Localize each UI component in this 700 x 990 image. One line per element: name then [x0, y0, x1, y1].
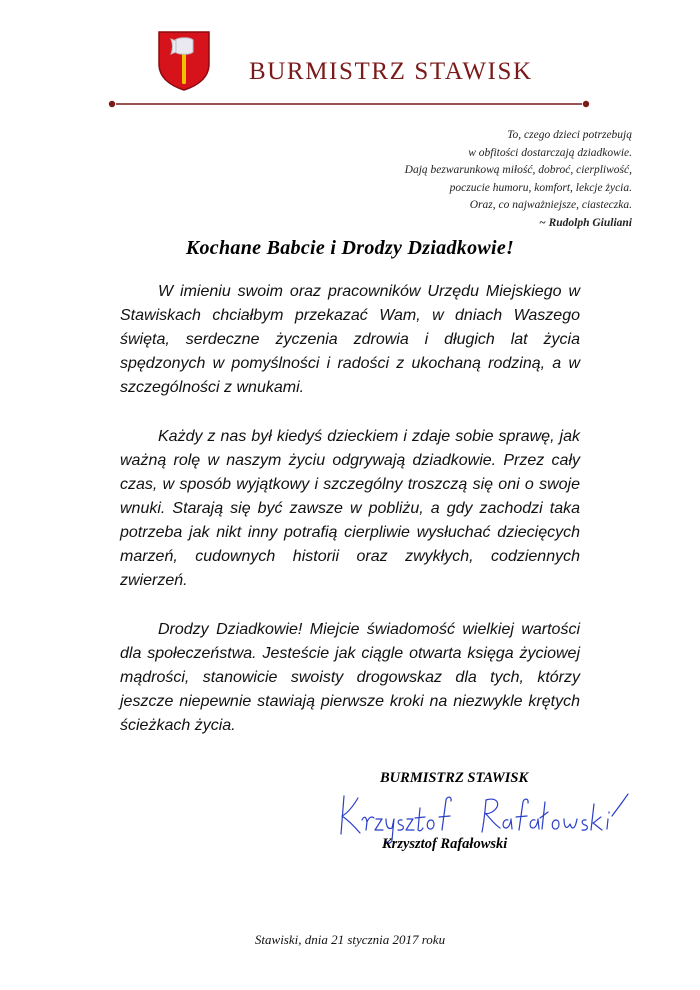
quote-line: To, czego dzieci potrzebują [507, 129, 632, 141]
header-divider [107, 98, 591, 110]
quote-line: Oraz, co najważniejsze, ciasteczka. [469, 199, 632, 211]
body-paragraph: Drodzy Dziadkowie! Miejcie świadomość wielkiej wartości dla społeczeństwa. Jesteście jak ciągle otwarta księga życiowej mądrości, stanowicie swoisty drogowskaz dla tych, którzy jeszcze niepewnie stawiają pierwsze kroki na niezwykle krętych ścieżkach życia. [120, 621, 580, 734]
quote-line: poczucie humoru, komfort, lekcje życia. [449, 181, 632, 194]
quote-author: ~ Rudolph Giuliani [539, 216, 632, 229]
signer-title: BURMISTRZ STAWISK [380, 770, 529, 786]
organization-name: BURMISTRZ STAWISK [249, 58, 533, 85]
body-paragraph: W imieniu swoim oraz pracowników Urzędu Miejskiego w Stawiskach chciałbym przekazać Wam, w dniach Waszego święta, serdeczne życzenia zdrowia i długich lat życia spędzonych w pomyślności i radości z ukochaną rodziną, a w szczególności z wnukami. [120, 283, 580, 396]
place-and-date: Stawiski, dnia 21 stycznia 2017 roku [254, 932, 446, 947]
body-paragraph: Każdy z nas był kiedyś dzieckiem i zdaje sobie sprawę, jak ważną rolę w naszym życiu odgrywają dziadkowie. Przez cały czas, w sposób wyjątkowy i szczególny troszczą się oni o swoje wnuki. Starają się być zawsze w pobliżu, a gdy zachodzi taka potrzeba jak nikt inny potrafią cierpliwie wysłuchać dziecięcych marzeń, cudownych historii oraz zwykłych, codziennych zwierzeń. [120, 428, 580, 589]
quote-line: Dają bezwarunkową miłość, dobroć, cierpliwość, [404, 164, 632, 176]
letter-body [120, 280, 580, 763]
signer-name: Krzysztof Rafałowski [382, 836, 508, 852]
quote-line: w obfitości dostarczają dziadkowie. [468, 146, 632, 159]
shield-with-axe-icon [157, 30, 211, 92]
letter-salutation: Kochane Babcie i Drodzy Dziadkowie! [185, 237, 515, 259]
epigraph-quote [212, 127, 632, 232]
